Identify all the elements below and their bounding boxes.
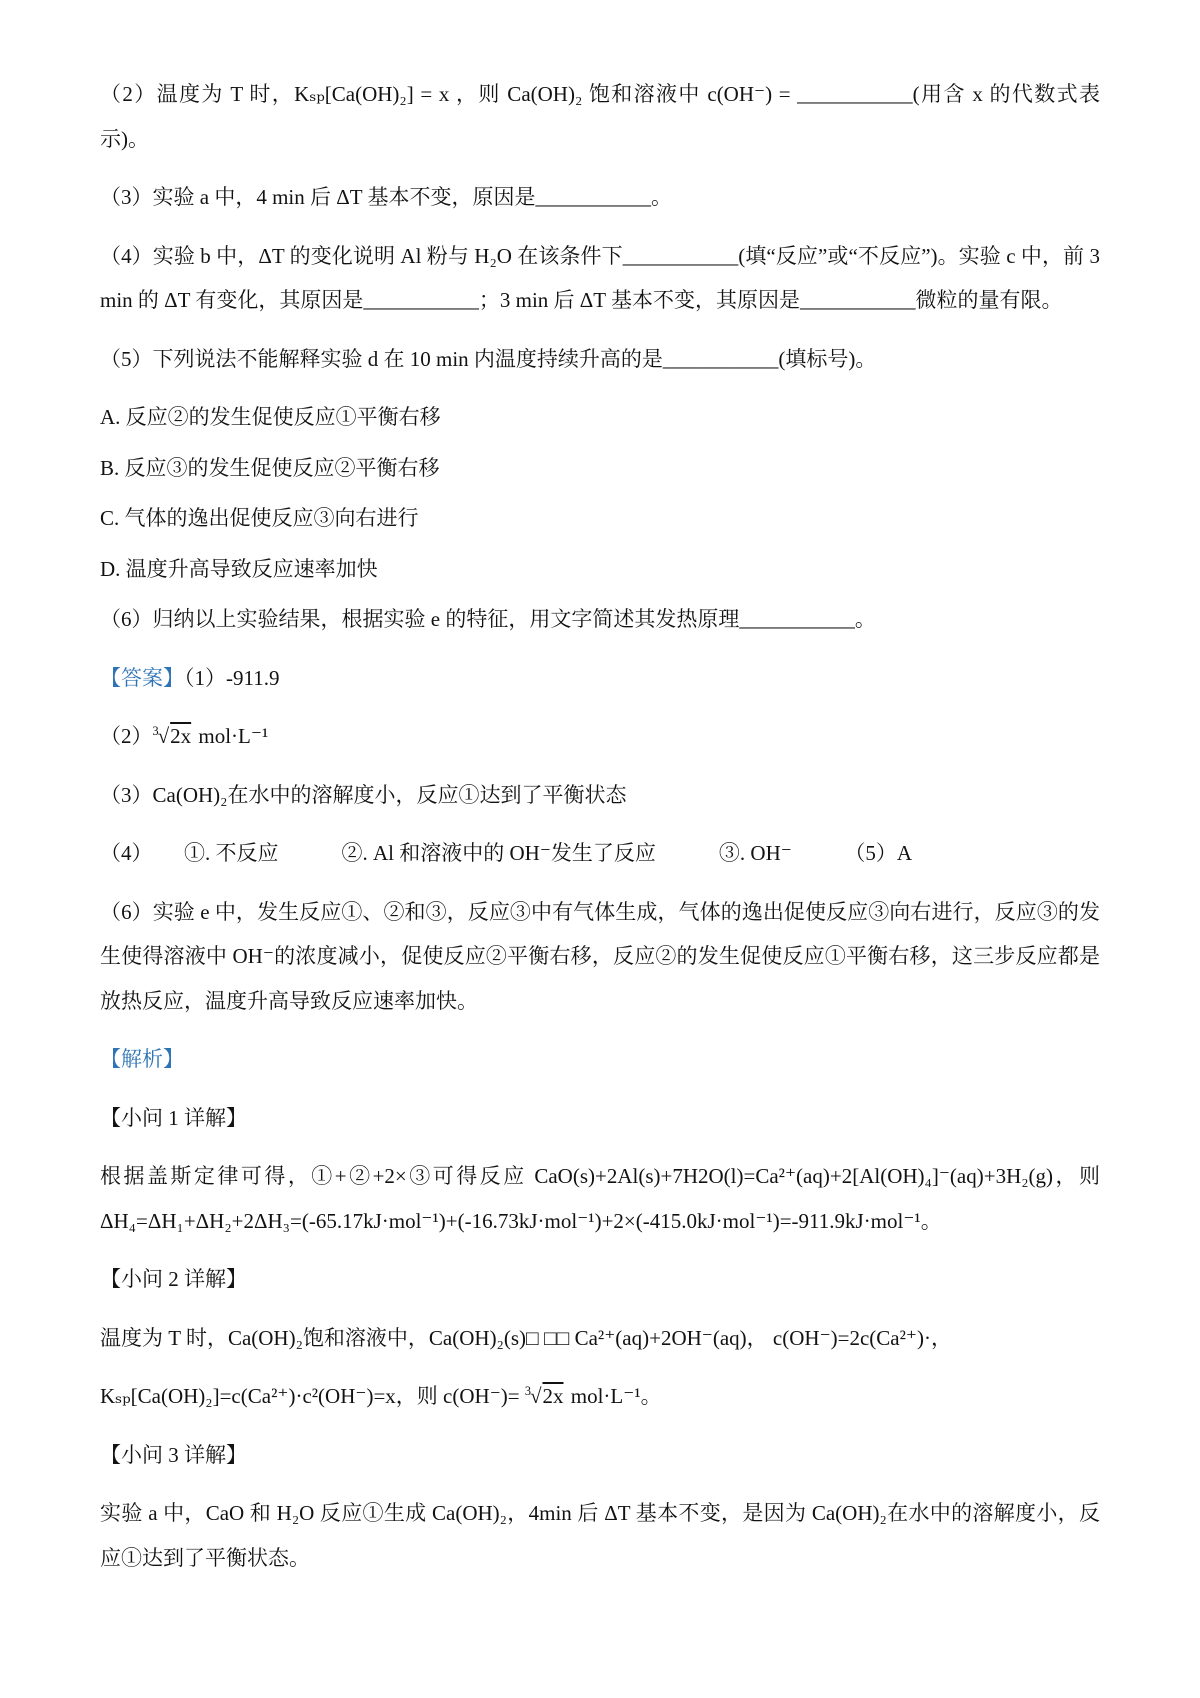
cube-root [153,724,194,748]
answer-6: （6）实验 e 中，发生反应①、②和③，反应③中有气体生成，气体的逸出促使反应③向右进行，反应③的发生使得溶液中 OH⁻的浓度减小，促使反应②平衡右移，反应②的发生促使反应①平衡右移，这三步反应都是放热反应，温度升高导致反应速率加快。 [100,899,1100,1013]
answer-1: （1）-911.9 [184,665,280,690]
radical-sign: √ [157,724,170,749]
option-d: D. 温度升高导致反应速率加快 [100,556,378,581]
answer-2 [100,714,1100,759]
sub2-line2-prefix: Kₛₚ[Ca(OH)₂]=c(Ca²⁺)·c²(OH⁻)=x，则 c(OH⁻)= [100,1384,525,1409]
radicand: 2x [170,724,192,749]
question-6: （6）归纳以上实验结果，根据实验 e 的特征，用文字简述其发热原理___________。 [100,607,876,632]
question-3: （3）实验 a 中，4 min 后 ΔT 基本不变，原因是___________。 [100,185,672,210]
option-b: B. 反应③的发生促使反应②平衡右移 [100,455,440,480]
question-4: （4）实验 b 中，ΔT 的变化说明 Al 粉与 H₂O 在该条件下___________(填“反应”或“不反应”)。实验 c 中，前 3 min 的 ΔT 有变化，其原因是___________；3 min 后 ΔT 基本不变，其原因是___________微粒的量有限。 [100,243,1100,313]
question-2: （2）温度为 T 时，Kₛₚ[Ca(OH)₂] = x ，则 Ca(OH)₂ 饱和溶液中 c(OH⁻) = ___________(用含 x 的代数式表示)。 [100,82,1100,151]
analysis-label [100,1037,1100,1082]
cube-root [525,1384,566,1408]
subquestion-2-body-line1: 温度为 T 时，Ca(OH)₂饱和溶液中，Ca(OH)₂(s)□ □□ Ca²⁺(aq)+2OH⁻(aq)， c(OH⁻)=2c(Ca²⁺)·， [100,1325,952,1350]
root-index: 3 [152,724,159,739]
analysis-label-text: 【解析】 [100,1047,184,1072]
subquestion-1-body: 根据盖斯定律可得，①+②+2×③可得反应 CaO(s)+2Al(s)+7H2O(l)=Ca²⁺(aq)+2[Al(OH)₄]⁻(aq)+3H₂(g)，则 ΔH₄=ΔH₁+ΔH₂+2ΔH₃=(-65.17kJ·mol⁻¹)+(-16.73kJ·mol⁻¹)+2×(-415.0kJ·mol⁻¹)=-911.9kJ·mol⁻¹。 [100,1164,1100,1233]
subquestion-3-body: 实验 a 中，CaO 和 H₂O 反应①生成 Ca(OH)₂，4min 后 ΔT 基本不变，是因为 Ca(OH)₂在水中的溶解度小，反应①达到了平衡状态。 [100,1501,1100,1570]
answer-4-5: （4） ①. 不反应 ②. Al 和溶液中的 OH⁻发生了反应 ③. OH⁻ （5）A [100,841,912,866]
radical-sign: √ [529,1384,542,1409]
subquestion-2-body-line2 [100,1374,1100,1419]
answer-3: （3）Ca(OH)₂在水中的溶解度小，反应①达到了平衡状态 [100,782,627,807]
answer-line-1 [100,656,1100,701]
answer-2-prefix: （2） [100,724,153,749]
option-a: A. 反应②的发生促使反应①平衡右移 [100,405,441,430]
answer-2-suffix: mol·L⁻¹ [193,724,269,749]
subquestion-3-heading: 【小问 3 详解】 [100,1442,247,1467]
radicand: 2x [542,1384,564,1409]
question-5: （5）下列说法不能解释实验 d 在 10 min 内温度持续升高的是___________(填标号)。 [100,346,877,371]
root-index: 3 [524,1384,531,1399]
sub2-line2-suffix: mol·L⁻¹。 [565,1384,662,1409]
answer-label: 【答案】 [100,665,184,690]
option-c: C. 气体的逸出促使反应③向右进行 [100,506,419,531]
subquestion-2-heading: 【小问 2 详解】 [100,1267,247,1292]
subquestion-1-heading: 【小问 1 详解】 [100,1105,247,1130]
